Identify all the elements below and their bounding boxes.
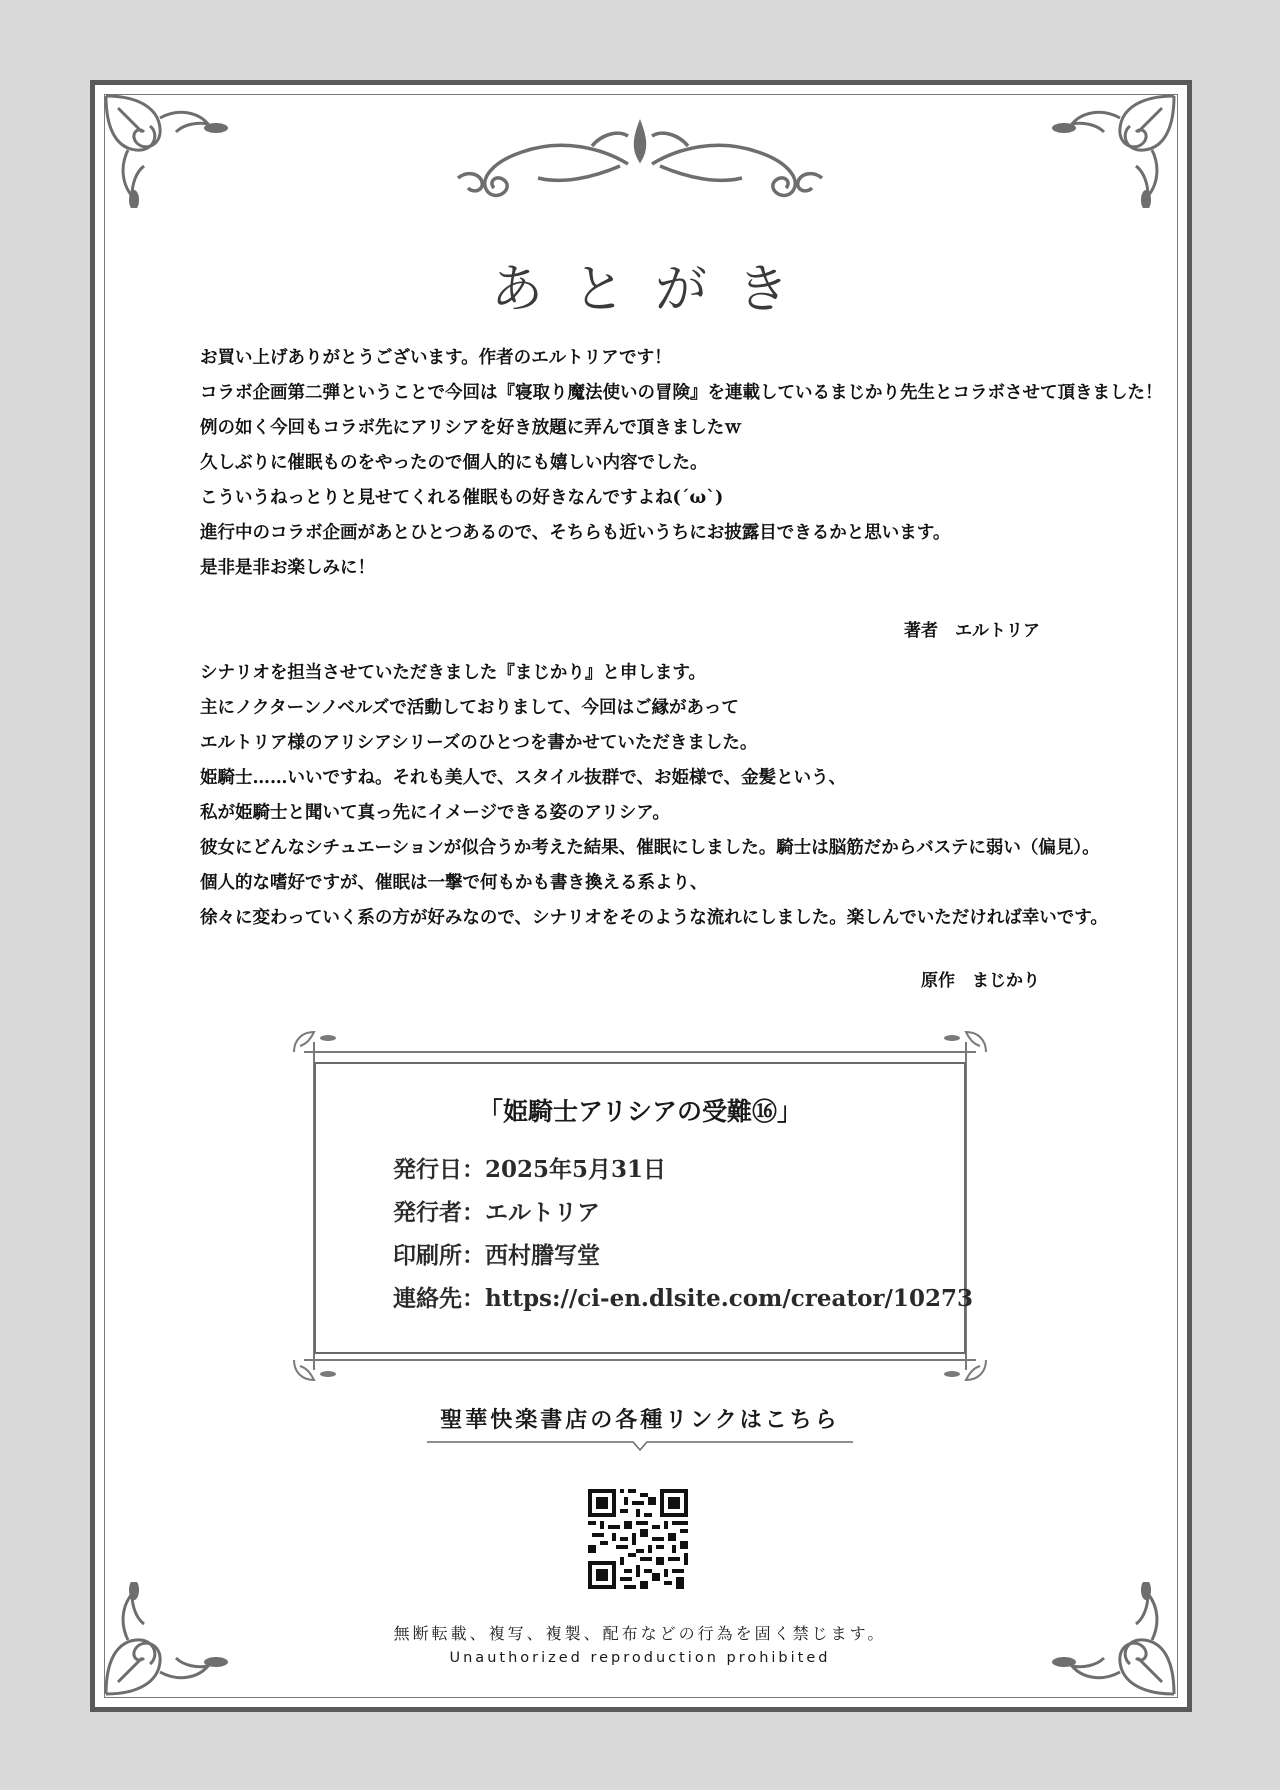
- links-divider: [427, 1438, 853, 1454]
- paragraph-line: 個人的な嗜好ですが、催眠は一撃で何もかも書き換える系より、: [200, 873, 708, 893]
- paragraph-line: シナリオを担当させていただきました『まじかり』と申します。: [200, 663, 706, 683]
- paragraph-line: エルトリア様のアリシアシリーズのひとつを書かせていただきました。: [200, 733, 758, 753]
- corner-ornament-top-left: [98, 88, 238, 208]
- info-value: エルトリア: [485, 1199, 600, 1226]
- page-title: あとがき: [490, 259, 819, 320]
- publish-date-row: [393, 1151, 666, 1184]
- info-value: 2025年5月31日: [485, 1156, 667, 1183]
- qr-code[interactable]: [588, 1489, 688, 1589]
- paragraph-line: 主にノクターンノベルズで活動しておりまして、今回はご縁があって: [200, 698, 739, 718]
- writer-afterword: [200, 656, 1160, 936]
- info-label: 発行日：: [393, 1156, 485, 1183]
- paragraph-line: 進行中のコラボ企画があとひとつあるので、そちらも近いうちにお披露目できるかと思います。: [200, 523, 951, 543]
- paragraph-line: 姫騎士……いいですね。それも美人で、スタイル抜群で、お姫様で、金髪という、: [200, 768, 847, 788]
- info-label: 発行者：: [393, 1199, 485, 1226]
- book-title: 「姫騎士アリシアの受難⑯」: [477, 1097, 802, 1126]
- corner-ornament-top-right: [1042, 88, 1182, 208]
- printer-row: [393, 1237, 600, 1270]
- info-label: 印刷所：: [393, 1242, 485, 1269]
- author-signature: 著者 エルトリア: [904, 621, 1040, 641]
- author-afterword: [200, 341, 1163, 586]
- publisher-row: [393, 1194, 600, 1227]
- paragraph-line: 是非是非お楽しみに！: [200, 558, 375, 578]
- paragraph-line: 私が姫騎士と聞いて真っ先にイメージできる姿のアリシア。: [200, 803, 670, 823]
- contact-link[interactable]: https://ci-en.dlsite.com/creator/10273: [485, 1285, 973, 1312]
- paragraph-line: お買い上げありがとうございます。作者のエルトリアです！: [200, 348, 672, 368]
- paragraph-line: 久しぶりに催眠ものをやったので個人的にも嬉しい内容でした。: [200, 453, 708, 473]
- title-ornament: [452, 118, 828, 200]
- paragraph-line: 彼女にどんなシチュエーションが似合うか考えた結果、催眠にしました。騎士は脳筋だからバステに弱い（偏見）。: [200, 838, 1100, 858]
- contact-row: [393, 1280, 973, 1313]
- paragraph-line: コラボ企画第二弾ということで今回は『寝取り魔法使いの冒険』を連載しているまじかり先生とコラボさせて頂きました！: [200, 383, 1163, 403]
- paragraph-line: 徐々に変わっていく系の方が好みなので、シナリオをそのような流れにしました。楽しんでいただければ幸いです。: [200, 908, 1108, 928]
- paragraph-line: こういうねっとりと見せてくれる催眠もの好きなんですよね(´ω`): [200, 488, 724, 508]
- info-label: 連絡先：: [393, 1285, 485, 1312]
- copyright-notice-jp: 無断転載、複写、複製、配布などの行為を固く禁じます。: [393, 1624, 887, 1643]
- info-value: 西村謄写堂: [485, 1242, 600, 1269]
- links-heading: 聖華快楽書店の各種リンクはこちら: [440, 1408, 840, 1433]
- writer-signature: 原作 まじかり: [921, 971, 1040, 991]
- copyright-notice-en: Unauthorized reproduction prohibited: [449, 1650, 831, 1666]
- paragraph-line: 例の如く今回もコラボ先にアリシアを好き放題に弄んで頂きましたｗ: [200, 418, 742, 438]
